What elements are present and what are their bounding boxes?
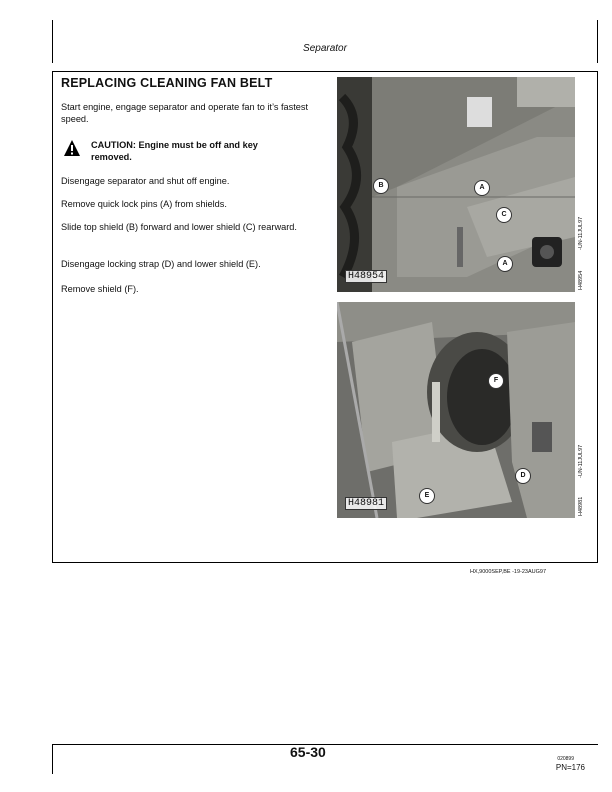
figure-1-side-code: H48954 bbox=[578, 270, 584, 290]
section-heading: REPLACING CLEANING FAN BELT bbox=[61, 76, 273, 90]
callout-a-top: A bbox=[474, 180, 490, 196]
step-4: Slide top shield (B) forward and lower shield (C) rearward. bbox=[61, 222, 297, 232]
step-3: Remove quick lock pins (A) from shields. bbox=[61, 199, 227, 209]
figure-1-side-date: -UN-11JUL97 bbox=[578, 216, 584, 250]
section-title: Separator bbox=[303, 43, 347, 54]
step-2: Disengage separator and shut off engine. bbox=[61, 176, 230, 186]
figure-1-photo bbox=[337, 77, 575, 292]
step-1: Start engine, engage separator and operate fan to it’s fastest speed. bbox=[61, 102, 309, 125]
footer-code: 020899 bbox=[557, 756, 574, 762]
step-5: Disengage locking strap (D) and lower shield (E). bbox=[61, 259, 261, 269]
figure-2-photo bbox=[337, 302, 575, 518]
warning-triangle-icon bbox=[63, 139, 81, 157]
callout-d: D bbox=[515, 468, 531, 484]
figure-2-side-date: -UN-11JUL97 bbox=[578, 444, 584, 478]
page-number: 65-30 bbox=[290, 744, 326, 760]
caution-text: CAUTION: Engine must be off and key removed. bbox=[91, 140, 258, 163]
document-reference: HX,9000SEP,BE -19-23AUG97 bbox=[470, 569, 547, 575]
figure-1-code: H48954 bbox=[345, 270, 387, 283]
footer-left-rule bbox=[52, 744, 53, 774]
step-6: Remove shield (F). bbox=[61, 284, 139, 294]
right-margin-rule bbox=[597, 20, 598, 63]
page-pn: PN=176 bbox=[555, 763, 585, 772]
callout-f: F bbox=[488, 373, 504, 389]
callout-e: E bbox=[419, 488, 435, 504]
callout-a-bottom: A bbox=[497, 256, 513, 272]
figure-2-side-code: H48981 bbox=[578, 496, 584, 516]
figure-2-code: H48981 bbox=[345, 497, 387, 510]
left-margin-rule bbox=[52, 20, 53, 63]
callout-b: B bbox=[373, 178, 389, 194]
callout-c: C bbox=[496, 207, 512, 223]
